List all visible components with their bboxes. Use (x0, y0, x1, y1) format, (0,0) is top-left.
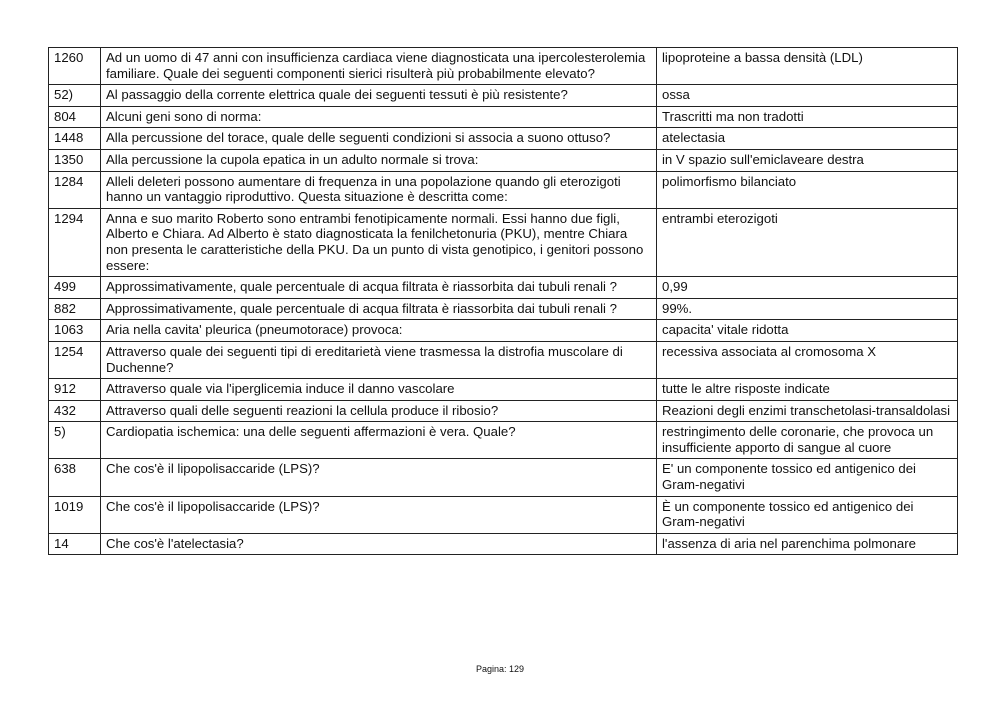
table-row (49, 422, 958, 459)
answer-cell: capacita' vitale ridotta (657, 320, 958, 342)
answer-cell: 99%. (657, 298, 958, 320)
table-row (49, 128, 958, 150)
qa-table-body (49, 48, 958, 555)
table-row (49, 496, 958, 533)
question-cell: Che cos'è il lipopolisaccaride (LPS)? (101, 459, 657, 496)
table-row (49, 208, 958, 276)
answer-cell: atelectasia (657, 128, 958, 150)
answer-cell: E' un componente tossico ed antigenico dei Gram-negativi (657, 459, 958, 496)
question-cell: Alcuni geni sono di norma: (101, 106, 657, 128)
page-number: Pagina: 129 (475, 664, 525, 674)
row-id-cell: 1254 (49, 341, 101, 378)
answer-cell: entrambi eterozigoti (657, 208, 958, 276)
answer-cell: ossa (657, 85, 958, 107)
row-id-cell: 1448 (49, 128, 101, 150)
question-cell: Aria nella cavita' pleurica (pneumotorace) provoca: (101, 320, 657, 342)
answer-cell: È un componente tossico ed antigenico dei Gram-negativi (657, 496, 958, 533)
table-row (49, 533, 958, 555)
question-cell: Attraverso quale dei seguenti tipi di ereditarietà viene trasmessa la distrofia muscolare di Duchenne? (101, 341, 657, 378)
answer-cell: lipoproteine a bassa densità (LDL) (657, 48, 958, 85)
row-id-cell: 5) (49, 422, 101, 459)
row-id-cell: 882 (49, 298, 101, 320)
answer-cell: tutte le altre risposte indicate (657, 379, 958, 401)
table-row (49, 400, 958, 422)
row-id-cell: 14 (49, 533, 101, 555)
question-cell: Attraverso quale via l'iperglicemia induce il danno vascolare (101, 379, 657, 401)
question-cell: Ad un uomo di 47 anni con insufficienza cardiaca viene diagnosticata una ipercolesterolemia familiare. Quale dei seguenti componenti sierici risulterà più probabilmente elevato? (101, 48, 657, 85)
question-cell: Che cos'è il lipopolisaccaride (LPS)? (101, 496, 657, 533)
row-id-cell: 52) (49, 85, 101, 107)
answer-cell: recessiva associata al cromosoma X (657, 341, 958, 378)
table-row (49, 48, 958, 85)
row-id-cell: 804 (49, 106, 101, 128)
table-row (49, 298, 958, 320)
row-id-cell: 1063 (49, 320, 101, 342)
table-row (49, 85, 958, 107)
question-cell: Anna e suo marito Roberto sono entrambi fenotipicamente normali. Essi hanno due figli, Alberto e Chiara. Ad Alberto è stato diagnosticata la fenilchetonuria (PKU), mentre Chiara non presenta le caratteristiche della PKU. Da un punto di vista genotipico, i genitori possono essere: (101, 208, 657, 276)
question-cell: Al passaggio della corrente elettrica quale dei seguenti tessuti è più resistente? (101, 85, 657, 107)
row-id-cell: 499 (49, 277, 101, 299)
answer-cell: 0,99 (657, 277, 958, 299)
row-id-cell: 1284 (49, 171, 101, 208)
table-row (49, 379, 958, 401)
table-row (49, 171, 958, 208)
table-row (49, 320, 958, 342)
question-cell: Alleli deleteri possono aumentare di frequenza in una popolazione quando gli eterozigoti hanno un vantaggio riproduttivo. Questa situazione è descritta come: (101, 171, 657, 208)
row-id-cell: 1260 (49, 48, 101, 85)
question-cell: Alla percussione del torace, quale delle seguenti condizioni si associa a suono ottuso? (101, 128, 657, 150)
question-cell: Cardiopatia ischemica: una delle seguenti affermazioni è vera. Quale? (101, 422, 657, 459)
row-id-cell: 912 (49, 379, 101, 401)
question-cell: Approssimativamente, quale percentuale di acqua filtrata è riassorbita dai tubuli renali ? (101, 277, 657, 299)
row-id-cell: 432 (49, 400, 101, 422)
row-id-cell: 638 (49, 459, 101, 496)
row-id-cell: 1294 (49, 208, 101, 276)
table-row (49, 277, 958, 299)
question-cell: Approssimativamente, quale percentuale di acqua filtrata è riassorbita dai tubuli renali ? (101, 298, 657, 320)
answer-cell: in V spazio sull'emiclaveare destra (657, 149, 958, 171)
table-row (49, 459, 958, 496)
question-cell: Attraverso quali delle seguenti reazioni la cellula produce il ribosio? (101, 400, 657, 422)
question-cell: Alla percussione la cupola epatica in un adulto normale si trova: (101, 149, 657, 171)
row-id-cell: 1350 (49, 149, 101, 171)
question-cell: Che cos'è l'atelectasia? (101, 533, 657, 555)
answer-cell: Reazioni degli enzimi transchetolasi-transaldolasi (657, 400, 958, 422)
qa-table (48, 47, 958, 555)
answer-cell: polimorfismo bilanciato (657, 171, 958, 208)
table-row (49, 149, 958, 171)
table-row (49, 341, 958, 378)
answer-cell: l'assenza di aria nel parenchima polmonare (657, 533, 958, 555)
answer-cell: Trascritti ma non tradotti (657, 106, 958, 128)
row-id-cell: 1019 (49, 496, 101, 533)
table-row (49, 106, 958, 128)
answer-cell: restringimento delle coronarie, che provoca un insufficiente apporto di sangue al cuore (657, 422, 958, 459)
